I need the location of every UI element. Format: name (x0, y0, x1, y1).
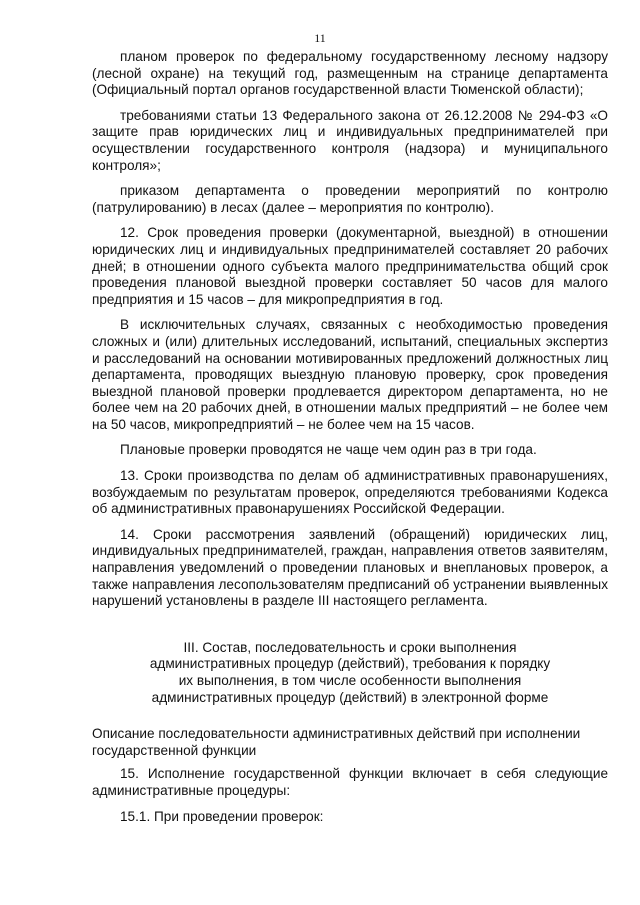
section-heading-line: административных процедур (действий) в электронной форме (151, 689, 549, 705)
subsection-heading: Описание последовательности административных действий при исполнении государственной функции (92, 726, 581, 758)
paragraph-planned-frequency: Плановые проверки проводятся не чаще чем один раз в три года. (120, 442, 537, 458)
paragraph-12-inspection-term: 12. Срок проведения проверки (документарной, выездной) в отношении юридических лиц и индивидуальных предпринимателей составляет 20 рабочих дней; в отношении одного субъекта малого предпринимательства общий срок проведения плановой выездной проверки составляет 50 часов для малого предприятия и 15 часов – для микропредприятия в год. (92, 225, 608, 307)
document-body (92, 49, 608, 825)
section-heading-line: административных процедур (действий), требования к порядку (149, 656, 551, 672)
paragraph-14-application-terms: 14. Сроки рассмотрения заявлений (обращений) юридических лиц, индивидуальных предпринимателей, граждан, направления ответов заявителям, направления уведомлений о проведении плановых и внеплановых проверок, а также направления лесопользователям предписаний об устранении выявленных нарушений установлены в разделе III настоящего регламента. (92, 526, 608, 609)
paragraph-exceptional-cases: В исключительных случаях, связанных с необходимостью проведения сложных и (или) длительных исследований, испытаний, специальных экспертиз и расследований на основании мотивированных предложений должностных лиц департамента, проводящих выездную плановую проверку, срок проведения выездной плановой проверки продлевается директором департамента, но не более чем на 20 рабочих дней, в отношении малых предприятий – не более чем на 50 часов, микропредприятий – не более чем на 15 часов. (92, 317, 608, 432)
paragraph-department-order: приказом департамента о проведении мероприятий по контролю (патрулированию) в лесах (далее – мероприятия по контролю). (92, 183, 608, 215)
section-heading-line: их выполнения, в том числе особенности выполнения (178, 673, 522, 688)
paragraph-plan-of-inspections: планом проверок по федеральному государственному лесному надзору (лесной охране) на текущий год, размещенным на странице департамента (Официальный портал органов государственной власти Тюменской области); (92, 49, 608, 98)
page-number: 11 (314, 31, 326, 45)
paragraph-federal-law-requirements: требованиями статьи 13 Федерального закона от 26.12.2008 № 294-ФЗ «О защите прав юридических лиц и индивидуальных предпринимателей при осуществлении государственного контроля (надзора) и муниципального контроля»; (92, 107, 608, 173)
section-heading-iii (92, 640, 608, 706)
paragraph-15-procedures: 15. Исполнение государственной функции включает в себя следующие административные процедуры: (92, 766, 608, 798)
section-heading-line: III. Состав, последовательность и сроки выполнения (183, 639, 517, 655)
paragraph-13-offense-terms: 13. Сроки производства по делам об административных правонарушениях, возбуждаемым по результатам проверок, определяются требованиями Кодекса об административных правонарушениях Российской Федерации. (92, 468, 608, 517)
section-gap (92, 619, 608, 640)
paragraph-15-1-inspections: 15.1. При проведении проверок: (120, 808, 324, 824)
